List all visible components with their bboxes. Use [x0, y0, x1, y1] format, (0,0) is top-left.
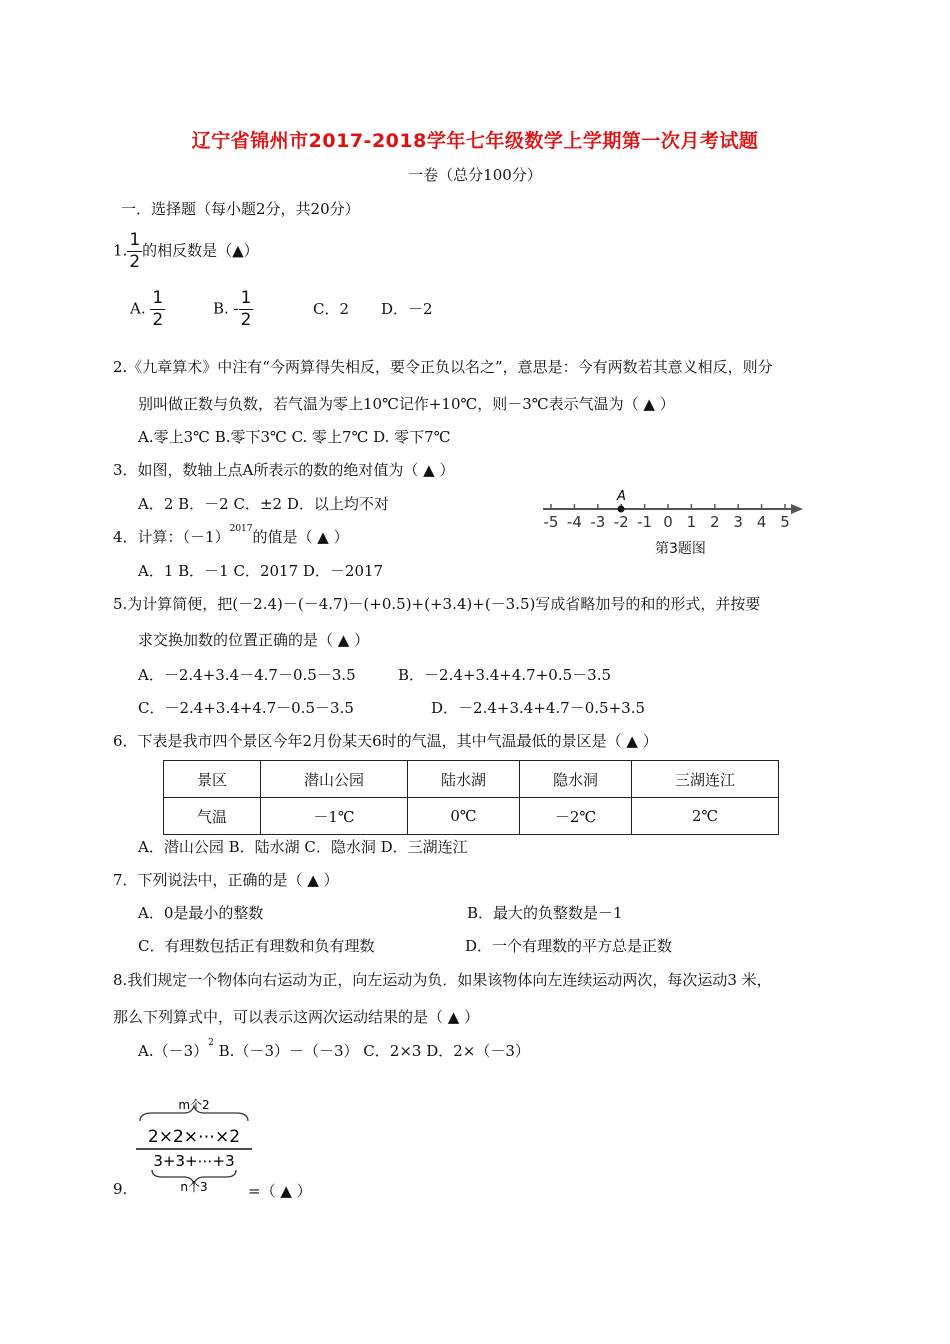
- tick-label: 0: [663, 513, 673, 531]
- tick-label: -1: [637, 513, 653, 531]
- q8-line1: 8.我们规定一个物体向右运动为正，向左运动为负．如果该物体向左连续运动两次，每次运动3 米，: [113, 971, 772, 989]
- table-cell: 潜山公园: [261, 761, 408, 798]
- q1-option-b: B. - $\frac{1}{2}$: [213, 288, 252, 330]
- q2-line2: 别叫做正数与负数，若气温为零上10℃记作+10℃，则－3℃表示气温为（ ▲ ）: [138, 395, 675, 413]
- q7-text: 7．下列说法中，正确的是（ ▲ ）: [113, 871, 339, 889]
- table-cell: 2℃: [631, 798, 778, 835]
- number-line-figure: [535, 485, 810, 531]
- q5-option-a: A．－2.4+3.4－4.7－0.5－3.5: [138, 666, 356, 684]
- q1-option-c: C．2: [313, 300, 350, 318]
- arrow-icon: [791, 504, 803, 514]
- tick-label: -2: [613, 513, 629, 531]
- q2-options: A.零上3℃ B.零下3℃ C. 零上7℃ D. 零下7℃: [138, 428, 451, 446]
- q1-fraction: $\frac{1}{2}$: [129, 230, 141, 272]
- tick-label: 1: [686, 513, 697, 531]
- q5-option-d: D．－2.4+3.4+4.7－0.5+3.5: [431, 699, 646, 717]
- q7-option-d: D．一个有理数的平方总是正数: [465, 937, 673, 955]
- table-row: [164, 798, 779, 835]
- q3-text: 3．如图，数轴上点A所表示的数的绝对值为（ ▲ ）: [113, 461, 455, 479]
- q1-option-d: D．－2: [381, 300, 433, 318]
- tick-label: 3: [733, 513, 743, 531]
- q9-number: 9.: [113, 1180, 128, 1198]
- tick-label: 2: [710, 513, 720, 531]
- point-a-label: A: [617, 489, 626, 504]
- q7-option-b: B．最大的负整数是－1: [467, 904, 623, 922]
- table-cell: －2℃: [519, 798, 631, 835]
- fraction-numerator: 2×2×⋯×2: [147, 1127, 241, 1147]
- q2-line1: 2.《九章算术》中注有“今两算得失相反，要令正负以名之”，意思是：今有两数若其意义相反，则分: [113, 358, 773, 376]
- temperature-table: [163, 760, 779, 835]
- table-cell: 陆水湖: [407, 761, 519, 798]
- brace-top-label: m个2: [178, 1098, 210, 1112]
- q7-option-a: A．0是最小的整数: [138, 904, 264, 922]
- question-4: 4．计算：$(-1)^{2017}$的值是（ ▲ ）: [113, 524, 349, 546]
- brace-bottom-label: n个3: [180, 1180, 208, 1194]
- section-heading: 一．选择题（每小题2分，共20分）: [121, 200, 360, 218]
- table-cell: －1℃: [261, 798, 408, 835]
- q3-options: A．2 B．－2 C．±2 D．以上均不对: [138, 495, 389, 513]
- table-cell: 隐水洞: [519, 761, 631, 798]
- tick-label: -4: [566, 513, 582, 531]
- q8-line2: 那么下列算式中，可以表示这两次运动结果的是（ ▲ ）: [113, 1008, 480, 1026]
- table-cell: 景区: [164, 761, 261, 798]
- q1-text: 的相反数是（▲）: [142, 241, 259, 260]
- table-cell: 0℃: [407, 798, 519, 835]
- fraction-denominator: 3+3+⋯+3: [153, 1152, 235, 1170]
- q5-option-b: B．－2.4+3.4+4.7+0.5－3.5: [398, 666, 612, 684]
- q5-line1: 5.为计算简便，把(－2.4)－(－4.7)－(+0.5)+(+3.4)+(－3.5)写成省略加号的和的形式，并按要: [113, 595, 761, 613]
- table-row: [164, 761, 779, 798]
- q6-options: A．潜山公园 B．陆水湖 C．隐水洞 D．三湖连江: [138, 838, 468, 856]
- q9-tail: =（ ▲ ）: [248, 1182, 312, 1200]
- tick-label: 4: [756, 513, 767, 531]
- q5-option-c: C．－2.4+3.4+4.7－0.5－3.5: [138, 699, 354, 717]
- tick-label: -3: [590, 513, 606, 531]
- q1-number: 1.: [113, 241, 128, 260]
- question-1: [113, 232, 259, 271]
- q7-option-c: C．有理数包括正有理数和负有理数: [138, 937, 375, 955]
- table-cell: 三湖连江: [631, 761, 778, 798]
- figure-caption: 第3题图: [655, 541, 706, 557]
- q6-text: 6．下表是我市四个景区今年2月份某天6时的气温，其中气温最低的景区是（ ▲ ）: [113, 732, 658, 750]
- table-cell: 气温: [164, 798, 261, 835]
- point-a-dot: [618, 506, 625, 513]
- q1-option-a: A. $\frac{1}{2}$: [130, 288, 164, 330]
- tick-label: -5: [543, 513, 559, 531]
- q9-fraction-figure: [132, 1096, 256, 1194]
- page-title: 辽宁省锦州市2017-2018学年七年级数学上学期第一次月考试题: [191, 130, 759, 152]
- paper-subtitle: 一卷（总分100分）: [408, 166, 542, 184]
- q5-line2: 求交换加数的位置正确的是（ ▲ ）: [138, 631, 370, 649]
- q8-options: $A.(-3)^2$ B.（－3）－（－3） C．2×3 D．2×（－3）: [138, 1038, 530, 1060]
- q4-options: A．1 B．－1 C．2017 D．－2017: [138, 562, 384, 580]
- tick-label: 5: [780, 513, 790, 531]
